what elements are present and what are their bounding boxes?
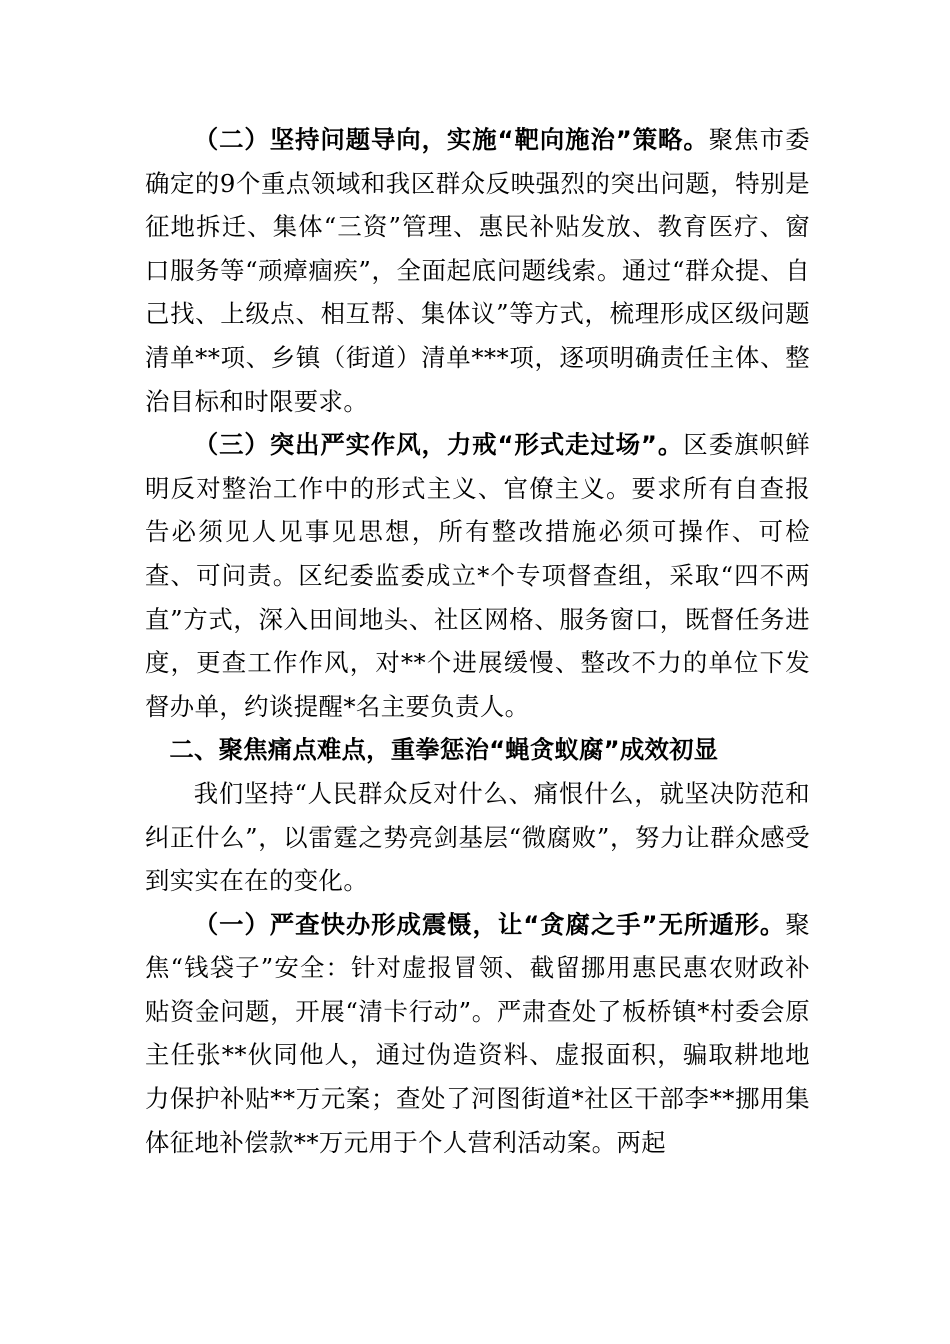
paragraph-body: 聚焦“钱袋子”安全：针对虚报冒领、截留挪用惠民惠农财政补贴资金问题，开展“清卡行动”。严肃查处了板桥镇*村委会原主任张**伙同他人，通过伪造资料、虚报面积，骗取耕地地力保护补贴**万元案；查处了河图街道*社区干部李**挪用集体征地补偿款**万元用于个人营利活动案。两起 <box>145 909 810 1157</box>
paragraph-body: 聚焦市委确定的9个重点领域和我区群众反映强烈的突出问题，特别是征地拆迁、集体“三资”管理、惠民补贴发放、教育医疗、窗口服务等“顽瘴痼疾”，全面起底问题线索。通过“群众提、自己找、上级点、相互帮、集体议”等方式，梳理形成区级问题清单**项、乡镇（街道）清单***项，逐项明确责任主体、整治目标和时限要求。 <box>145 125 810 416</box>
document-page <box>145 118 810 1164</box>
paragraph-body: 区委旗帜鲜明反对整治工作中的形式主义、官僚主义。要求所有自查报告必须见人见事见思想，所有整改措施必须可操作、可检查、可问责。区纪委监委成立*个专项督查组，采取“四不两直”方式，深入田间地头、社区网格、服务窗口，既督任务进度，更查工作作风，对**个进展缓慢、整改不力的单位下发督办单，约谈提醒*名主要负责人。 <box>145 430 810 721</box>
paragraph-lead: （一）严查快办形成震慑，让“贪腐之手”无所遁形。 <box>193 909 786 939</box>
paragraph-lead: （二）坚持问题导向，实施“靶向施治”策略。 <box>193 125 709 154</box>
paragraph-section-1 <box>145 903 810 1165</box>
paragraph-lead: （三）突出严实作风，力戒“形式走过场”。 <box>193 430 684 460</box>
paragraph-section-3 <box>145 423 810 728</box>
paragraph-section-2 <box>145 118 810 423</box>
section-heading: 二、聚焦痛点难点，重拳惩治“蝇贪蚁腐”成效初显 <box>169 735 719 765</box>
paragraph-intro: 我们坚持“人民群众反对什么、痛恨什么，就坚决防范和纠正什么”，以雷霆之势亮剑基层“微腐败”，努力让群众感受到实实在在的变化。 <box>145 778 810 896</box>
